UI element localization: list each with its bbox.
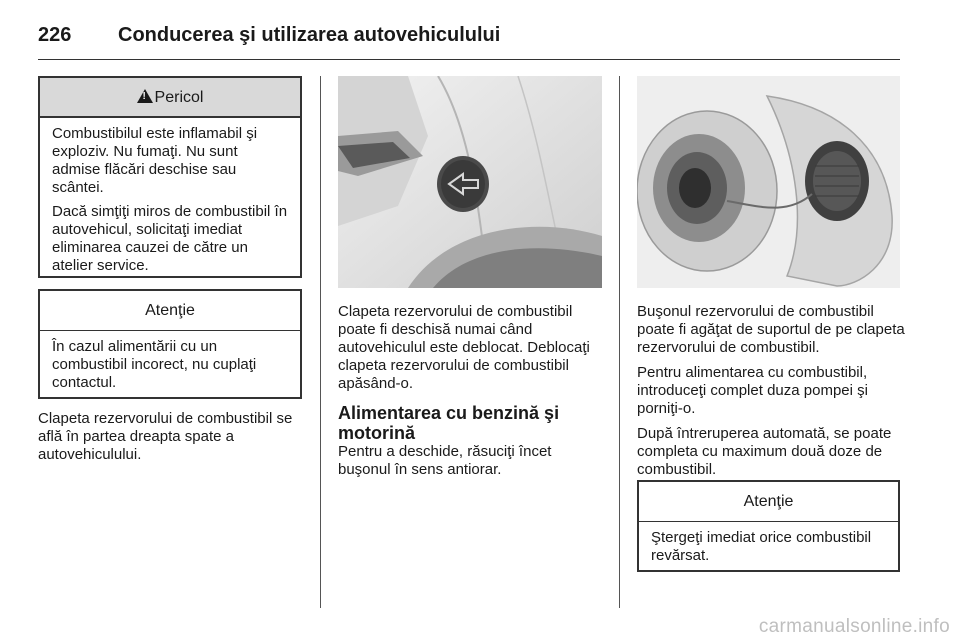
- caution-box-2-text: Ştergeţi imediat orice combustibil revărsat.: [651, 529, 872, 564]
- danger-paragraph-1: Combustibilul este inflamabil şi exploziv. Nu fumaţi. Nu sunt admise flăcări deschise sau scântei.: [52, 125, 258, 196]
- caution-box-1: [38, 289, 302, 399]
- page-title: Conducerea şi utilizarea autovehiculului: [118, 24, 501, 46]
- col3-text-block: [637, 303, 907, 479]
- col3-paragraph-1: Buşonul rezervorului de combustibil poate fi agăţat de suportul de pe clapeta rezervorului de combustibil.: [637, 303, 905, 356]
- refuelling-body: Pentru a deschide, răsuciţi încet buşonul în sens antiorar.: [338, 443, 552, 478]
- caution-box-2-header: Atenţie: [639, 482, 898, 522]
- watermark: carmanualsonline.info: [758, 616, 950, 637]
- danger-paragraph-2: Dacă simţiţi miros de combustibil în autovehicul, solicitaţi imediat eliminarea cauzei de către un atelier service.: [52, 203, 288, 274]
- col3-paragraph-3: După întreruperea automată, se poate completa cu maximum două doze de combustibil.: [637, 425, 892, 478]
- col2-text-block: [338, 303, 608, 479]
- col3-paragraph-2: Pentru alimentarea cu combustibil, introduceţi complet duza pompei şi porniţi-o.: [637, 364, 868, 417]
- refuelling-subheading: Alimentarea cu benzină şi motorină: [338, 403, 560, 443]
- fuel-flap-caption: Clapeta rezervorului de combustibil poate fi deschisă numai când autovehiculul este deblocat. Deblocaţi clapeta rezervorului de combustibil apăsând-o.: [338, 303, 590, 392]
- caution-box-1-header: Atenţie: [40, 291, 300, 331]
- danger-box-title: Pericol: [154, 89, 204, 106]
- column-divider-right: [619, 76, 620, 608]
- fuel-flap-closed-image: [338, 76, 602, 288]
- warning-triangle-icon: [137, 89, 153, 103]
- fuel-cap-open-illustration: [637, 76, 900, 288]
- fuel-cap-open-image: [637, 76, 900, 288]
- page-number: 226: [38, 24, 72, 46]
- caution-box-2: [637, 480, 900, 572]
- caution-box-2-body: [639, 522, 898, 573]
- danger-box-body: [40, 118, 300, 283]
- danger-box: [38, 76, 302, 278]
- page-header: [38, 14, 900, 58]
- column-divider-left: [320, 76, 321, 608]
- caution-box-1-body: [40, 331, 300, 400]
- col1-body-text: Clapeta rezervorului de combustibil se află în partea dreapta spate a autovehiculului.: [38, 410, 293, 463]
- caution-box-1-text: În cazul alimentării cu un combustibil incorect, nu cuplaţi contactul.: [52, 338, 257, 391]
- header-rule: [38, 59, 900, 60]
- fuel-flap-closed-illustration: [338, 76, 602, 288]
- danger-box-header: [40, 78, 300, 118]
